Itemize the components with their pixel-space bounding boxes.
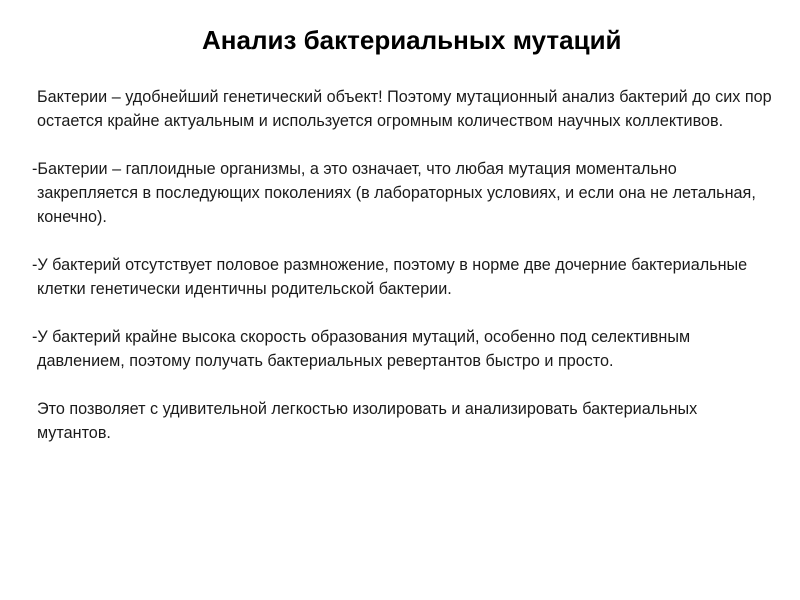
paragraph-text: Бактерии – удобнейший генетический объект! Поэтому мутационный анализ бактерий до сих пор остается крайне актуальным и используется огромным количеством научных коллективов. xyxy=(37,88,772,130)
paragraph-text: Это позволяет с удивительной легкостью изолировать и анализировать бактериальных мутантов. xyxy=(37,400,698,442)
paragraph-conclusion xyxy=(32,397,772,445)
slide-title: Анализ бактериальных мутаций xyxy=(202,25,622,55)
bullet-dash: - xyxy=(32,160,38,178)
paragraph-text: У бактерий отсутствует половое размножение, поэтому в норме две дочерние бактериальные клетки генетически идентичны родительской бактерии. xyxy=(37,256,748,298)
paragraph-text: Бактерии – гаплоидные организмы, а это означает, что любая мутация моментально закрепляется в последующих поколениях (в лабораторных условиях, и если она не летальная, конечно). xyxy=(37,160,756,226)
bullet-mutation-rate xyxy=(32,325,772,373)
bullet-haploid xyxy=(32,157,772,229)
bullet-no-sexual-reproduction xyxy=(32,253,772,301)
paragraph-text: У бактерий крайне высока скорость образования мутаций, особенно под селективным давлением, поэтому получать бактериальных ревертантов быстро и просто. xyxy=(37,328,691,370)
slide-body xyxy=(32,85,772,445)
bullet-dash: - xyxy=(32,328,38,346)
paragraph-intro xyxy=(32,85,772,133)
bullet-dash: - xyxy=(32,256,38,274)
